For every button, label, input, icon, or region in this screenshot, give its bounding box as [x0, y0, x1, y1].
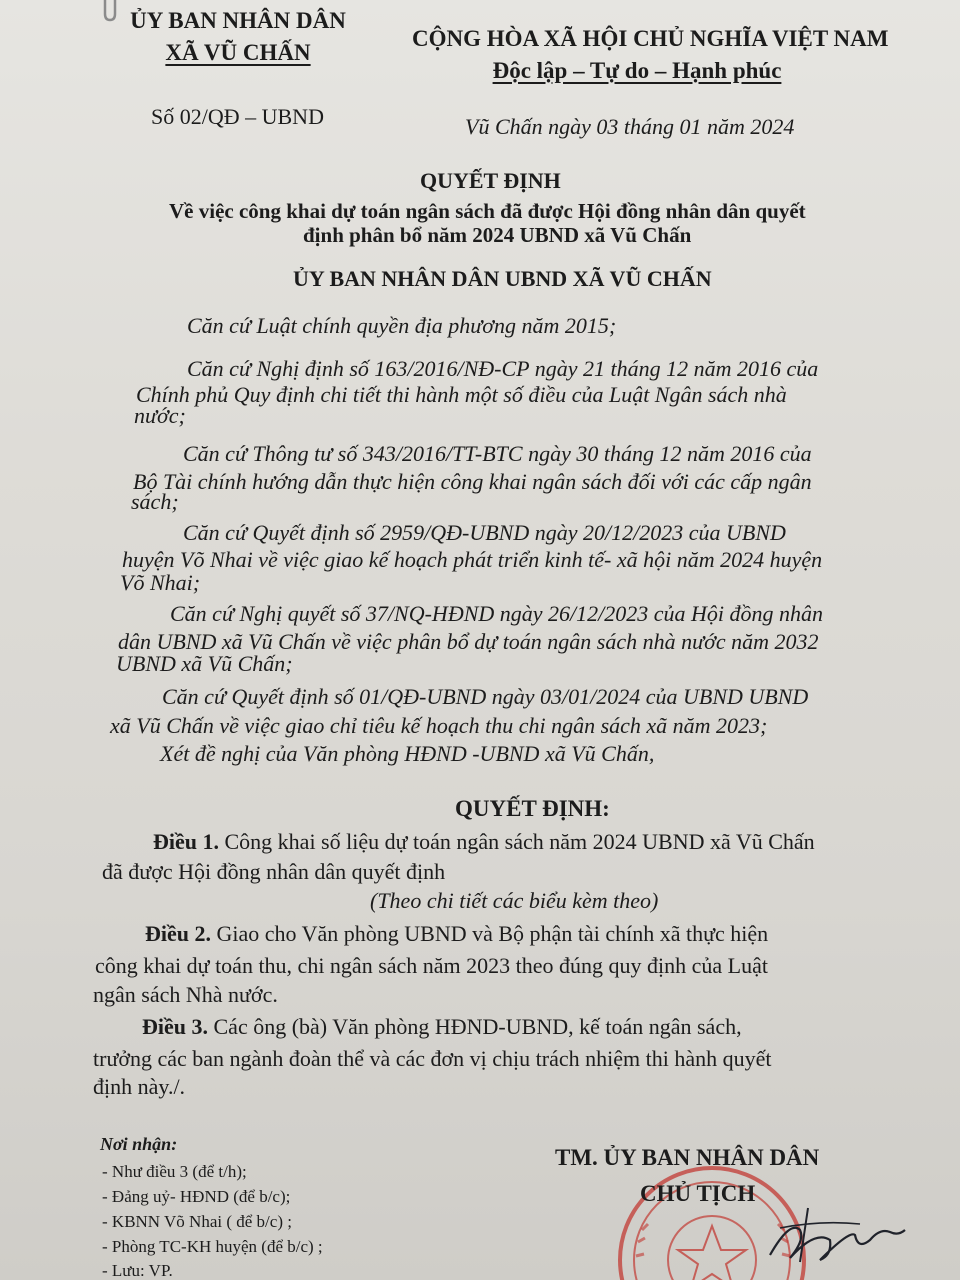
article-2-text: Giao cho Văn phòng UBND và Bộ phận tài chính xã thực hiện: [211, 921, 769, 946]
article-3-label: Điều 3.: [142, 1014, 208, 1039]
article-3-text: Các ông (bà) Văn phòng HĐND-UBND, kế toán ngân sách,: [208, 1014, 742, 1039]
issuing-authority: ỦY BAN NHÂN DÂN UBND XÃ VŨ CHẤN: [293, 266, 712, 291]
preamble-line: Căn cứ Nghị định số 163/2016/NĐ-CP ngày 21 tháng 12 năm 2016 của: [187, 356, 819, 381]
place-date: Vũ Chấn ngày 03 tháng 01 năm 2024: [465, 114, 795, 139]
article-1-note: (Theo chi tiết các biểu kèm theo): [370, 888, 659, 913]
article-1-label: Điều 1.: [153, 829, 219, 854]
preamble-line: Xét đề nghị của Văn phòng HĐND -UBND xã Vũ Chấn,: [160, 741, 655, 766]
signature-on-behalf: TM. ỦY BAN NHÂN DÂN: [555, 1145, 820, 1170]
article-1-line2: đã được Hội đồng nhân dân quyết định: [102, 859, 446, 884]
org-commune: XÃ VŨ CHẤN: [165, 40, 311, 65]
country-name: CỘNG HÒA XÃ HỘI CHỦ NGHĨA VIỆT NAM: [412, 26, 889, 51]
preamble-line: Căn cứ Quyết định số 2959/QĐ-UBND ngày 20/12/2023 của UBND: [183, 520, 786, 545]
doc-number: Số 02/QĐ – UBND: [151, 104, 324, 129]
preamble-line: Bộ Tài chính hướng dẫn thực hiện công khai ngân sách đối với các cấp ngân: [133, 469, 812, 494]
handwritten-signature: [760, 1200, 910, 1270]
preamble-line: huyện Võ Nhai về việc giao kế hoạch phát triển kinh tế- xã hội năm 2024 huyện: [122, 547, 823, 572]
preamble-line: nước;: [134, 403, 186, 428]
recipients-heading: Nơi nhận:: [100, 1134, 178, 1154]
article-2-label: Điều 2.: [145, 921, 211, 946]
doc-subject-line2: định phân bổ năm 2024 UBND xã Vũ Chấn: [303, 223, 692, 247]
article-2: [145, 921, 768, 947]
org-name: ỦY BAN NHÂN DÂN: [130, 8, 346, 33]
article-1: [153, 829, 815, 855]
recipient-item: - Phòng TC-KH huyện (để b/c) ;: [102, 1237, 323, 1256]
recipient-item: - Đảng uỷ- HĐND (để b/c);: [102, 1187, 291, 1206]
preamble-line: Chính phủ Quy định chi tiết thi hành một số điều của Luật Ngân sách nhà: [136, 382, 787, 407]
recipient-item: - Như điều 3 (để t/h);: [102, 1162, 247, 1181]
article-3-line2: trưởng các ban ngành đoàn thể và các đơn vị chịu trách nhiệm thi hành quyết: [93, 1046, 772, 1071]
article-1-text: Công khai số liệu dự toán ngân sách năm 2024 UBND xã Vũ Chấn: [219, 829, 815, 854]
doc-title: QUYẾT ĐỊNH: [420, 168, 561, 193]
preamble-line: xã Vũ Chấn về việc giao chỉ tiêu kế hoạch thu chi ngân sách xã năm 2023;: [110, 713, 768, 738]
preamble-line: Võ Nhai;: [120, 570, 201, 595]
preamble-line: UBND xã Vũ Chấn;: [116, 651, 293, 676]
article-2-line2: công khai dự toán thu, chi ngân sách năm 2023 theo đúng quy định của Luật: [95, 953, 768, 978]
preamble-line: Căn cứ Quyết định số 01/QĐ-UBND ngày 03/01/2024 của UBND UBND: [162, 684, 809, 709]
signature-title: CHỦ TỊCH: [640, 1181, 756, 1206]
preamble-line: dân UBND xã Vũ Chấn về việc phân bổ dự toán ngân sách nhà nước năm 2032: [118, 629, 819, 654]
article-2-line3: ngân sách Nhà nước.: [93, 982, 278, 1007]
article-3-line3: định này./.: [93, 1074, 186, 1099]
preamble-line: Căn cứ Thông tư số 343/2016/TT-BTC ngày 30 tháng 12 năm 2016 của: [183, 441, 812, 466]
country-motto: Độc lập – Tự do – Hạnh phúc: [492, 58, 782, 83]
recipient-item: - KBNN Võ Nhai ( để b/c) ;: [102, 1212, 292, 1231]
preamble-line: sách;: [131, 489, 179, 514]
preamble-line: Căn cứ Nghị quyết số 37/NQ-HĐND ngày 26/12/2023 của Hội đồng nhân: [170, 601, 824, 626]
recipient-item: - Lưu: VP.: [102, 1261, 173, 1280]
doc-subject-line1: Về việc công khai dự toán ngân sách đã được Hội đồng nhân dân quyết: [169, 199, 806, 223]
preamble-line: Căn cứ Luật chính quyền địa phương năm 2015;: [187, 313, 617, 338]
decision-heading: QUYẾT ĐỊNH:: [455, 796, 610, 821]
article-3: [142, 1014, 742, 1040]
